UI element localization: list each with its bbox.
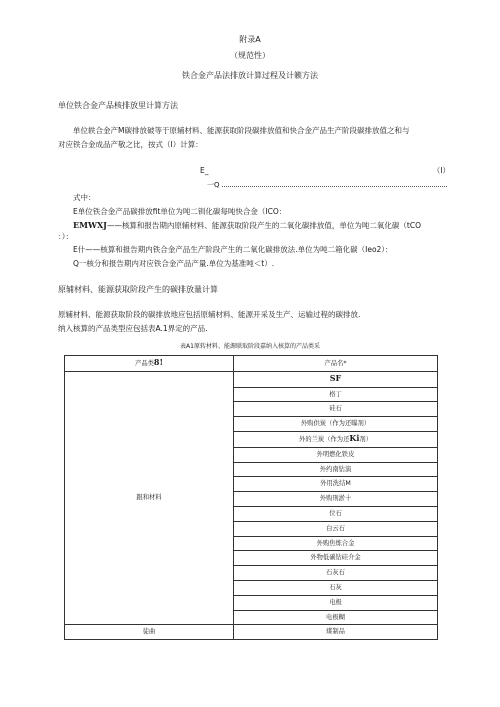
section2-heading: 原辅材料、能源获取阶段产生的碳排放量计算 bbox=[58, 285, 218, 294]
product-name-cell bbox=[234, 447, 438, 462]
product-name-text: 外购供炭（作为还曝剂） bbox=[300, 420, 371, 428]
header-product-category-text: 产品类 bbox=[135, 360, 154, 367]
product-name-cell bbox=[234, 580, 438, 595]
product-name-cell bbox=[234, 371, 438, 387]
product-name-text: 硅石 bbox=[329, 405, 342, 413]
product-name-text: 白云石 bbox=[326, 524, 345, 532]
product-category-cell: 跟和材料 bbox=[65, 371, 234, 625]
section1-paragraph-line1: 单位轶合金产M碳排放破等于原辅材料、能源获取阶段碳排放值和快合金产品生产阶段碳排放值之和与 bbox=[73, 126, 410, 135]
equation-fraction-line bbox=[207, 180, 447, 189]
product-name-text: 外物低碳钻硅介金 bbox=[310, 554, 361, 562]
definition-e: E单位铁合金产品碳排放fit单位为吨二钏化碳每吨快合金（ICO： bbox=[73, 207, 287, 216]
section2-paragraph-line1: 原辅材料、能源获取阶段的碳排放地应包括原辅材料、能源开采及生产、运输过程的碳排放. bbox=[58, 310, 361, 319]
header-product-name: 产品名* bbox=[234, 356, 438, 372]
product-name-cell bbox=[234, 521, 438, 536]
where-label: 式中： bbox=[73, 193, 96, 202]
product-name-cell bbox=[234, 492, 438, 507]
product-name-cell bbox=[234, 610, 438, 625]
product-name-cell bbox=[234, 625, 438, 640]
header-product-category bbox=[65, 356, 234, 372]
normative-label: （规范性） bbox=[230, 51, 270, 60]
product-name-text: 格丁 bbox=[329, 390, 342, 398]
definition-emwxj bbox=[73, 221, 421, 231]
table-body bbox=[65, 371, 438, 639]
product-name-cell bbox=[234, 551, 438, 566]
definition-q: Q一核分和报告期内对应铁合金产品产量.单位为基准吨＜t）. bbox=[73, 259, 275, 268]
product-category-cell: 徒曲 bbox=[65, 625, 234, 640]
product-name-bold-text: Ki bbox=[349, 432, 360, 443]
product-name-bold-text: SF bbox=[329, 372, 342, 383]
product-name-text: 外明燃化铁皮 bbox=[316, 450, 355, 458]
product-name-text: 外的兰炭（作为还 bbox=[299, 435, 350, 443]
definition-emwxj-text: ——核算和报告期内原辅材料、能源获取阶段产生的二氧化碳排放值，单位为吨二氧化碳（tCO bbox=[106, 221, 422, 230]
product-name-cell bbox=[234, 402, 438, 417]
product-name-suffix: 剂） bbox=[359, 435, 372, 443]
definition-emwxj-continuation: ：）： bbox=[58, 232, 73, 241]
table-header-row bbox=[65, 356, 438, 372]
product-name-text: 外购焦炼合金 bbox=[316, 539, 355, 547]
product-name-cell bbox=[234, 506, 438, 521]
product-name-text: 外购刑淤十 bbox=[319, 495, 352, 503]
section1-heading: 单位铁合金产品核排放里计算方法 bbox=[58, 101, 178, 110]
product-name-cell bbox=[234, 595, 438, 610]
product-name-text: 石灰 bbox=[329, 583, 342, 591]
header-product-category-mark: 8! bbox=[153, 357, 163, 367]
product-name-text: 电极 bbox=[329, 598, 342, 606]
product-name-cell bbox=[234, 536, 438, 551]
product-name-text: 位石 bbox=[329, 509, 342, 517]
equation-denominator: 一Q bbox=[207, 181, 220, 189]
product-name-cell bbox=[234, 462, 438, 477]
product-name-cell bbox=[234, 566, 438, 581]
equation-number: （I） bbox=[432, 166, 450, 175]
appendix-label: 附录A bbox=[239, 35, 261, 44]
equation-label: E_ bbox=[200, 166, 209, 175]
section2-paragraph-line2: 纳入核算的产品类型应包括表A.1界定的产品. bbox=[58, 324, 208, 333]
product-name-cell bbox=[234, 431, 438, 447]
definition-emwxj-symbol: EMWXJ bbox=[73, 220, 107, 230]
product-name-text: 外约南钻演 bbox=[319, 465, 352, 473]
product-name-cell bbox=[234, 387, 438, 402]
product-name-text: 煤制品 bbox=[326, 628, 345, 636]
table-caption: 表A1原转材料、能源联取阶段嘉纳入核算的产品类采 bbox=[180, 343, 320, 350]
product-name-cell bbox=[234, 477, 438, 492]
section1-paragraph-line2: 对应铁合金成品产敬之比，按式（I）计算： bbox=[58, 140, 203, 149]
product-name-text: 外用洗结M bbox=[320, 480, 351, 488]
product-name-cell bbox=[234, 417, 438, 432]
definition-production: E什——核算和报告期内铁合金产品生产阶段产生的二氧化碳排放法.单位为吨二箱化碳（Ieo2）： bbox=[73, 245, 393, 254]
equation-dotted-line bbox=[222, 180, 447, 187]
table-row bbox=[65, 371, 438, 387]
table-row bbox=[65, 625, 438, 640]
product-name-text: 石灰石 bbox=[326, 569, 345, 577]
product-name-text: 电极糊 bbox=[326, 613, 345, 621]
product-table bbox=[64, 355, 438, 640]
document-title: 铁合金产品法排放计算过程及计籁方法 bbox=[182, 71, 318, 80]
